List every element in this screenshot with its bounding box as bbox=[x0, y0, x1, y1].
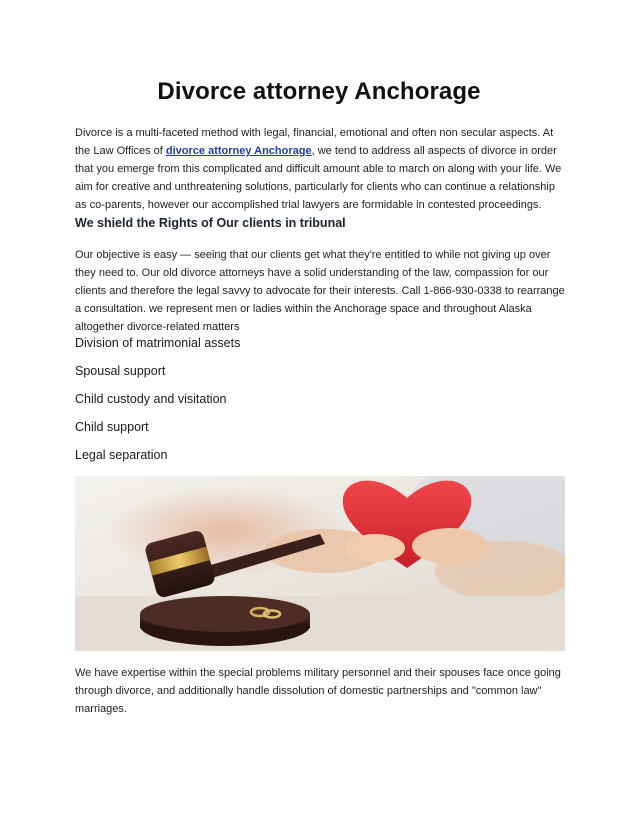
divorce-attorney-link[interactable]: divorce attorney Anchorage bbox=[165, 145, 312, 157]
service-item-spousal-support: Spousal support bbox=[75, 364, 166, 378]
gavel-heart-photo bbox=[75, 476, 565, 651]
intro-paragraph bbox=[75, 124, 565, 214]
service-item-child-support: Child support bbox=[75, 420, 149, 434]
service-item-assets: Division of matrimonial assets bbox=[75, 336, 241, 350]
intro-text-after-link: , we tend to address all aspects of divorce in order that you emerge from this complicated and difficult amount able to march on along with your life. We aim for creative and unthreatening solutions, particularly for clients who can continue a relationship as co-parents, however our accomplished trial lawyers are formidable in contested proceedings. bbox=[75, 145, 562, 211]
objective-paragraph: Our objective is easy — seeing that our clients get what they're entitled to while not giving up over they need to. Our old divorce attorneys have a solid understanding of the law, compassion for our clients and therefore the legal savvy to advocate for their interests. Call 1-866-930-0338 to rearrange a consultation. we represent men or ladies within the Anchorage space and throughout Alaska altogether divorce-related matters bbox=[75, 249, 565, 333]
section-heading: We shield the Rights of Our clients in tribunal bbox=[75, 216, 346, 230]
page-title: Divorce attorney Anchorage bbox=[157, 78, 481, 105]
service-item-legal-separation: Legal separation bbox=[75, 448, 168, 462]
closing-paragraph: We have expertise within the special problems military personnel and their spouses face once going through divorce, and additionally handle dissolution of domestic partnerships and "common law" marriages. bbox=[75, 667, 561, 715]
intro-text-before-link: Divorce is a multi-faceted method with legal, financial, emotional and often non secular aspects. At the Law Offices of bbox=[75, 127, 554, 157]
service-item-child-custody: Child custody and visitation bbox=[75, 392, 227, 406]
